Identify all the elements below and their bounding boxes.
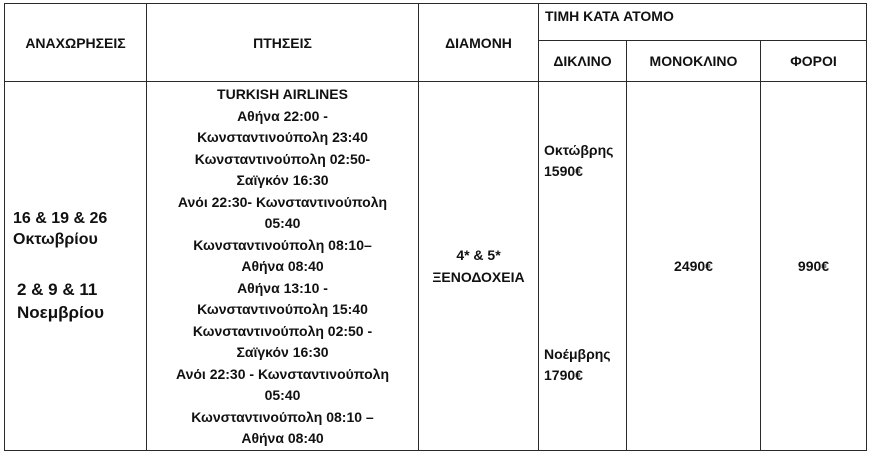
november-label: Νοέμβρης xyxy=(544,346,611,362)
flight-line: 05:40 xyxy=(264,215,301,231)
flight-line: Κωνσταντινούπολη 23:40 xyxy=(197,129,368,145)
tour-price-table xyxy=(4,3,867,451)
departures-cell xyxy=(5,82,147,451)
hotel-stars: 4* & 5* xyxy=(456,246,501,263)
header-flights: ΠΤΗΣΕΙΣ xyxy=(147,4,419,82)
october-label: Οκτώβρης xyxy=(544,142,614,158)
october-dates: 16 & 19 & 26 xyxy=(13,209,108,227)
flight-line: Κωνσταντινούπολη 02:50 - xyxy=(192,322,373,339)
flight-line: TURKISH AIRLINES xyxy=(217,86,348,102)
flights-cell xyxy=(147,82,419,451)
header-accommodation: ΔΙΑΜΟΝΗ xyxy=(419,4,539,82)
flight-line: Κωνσταντινούπολη 08:10 – xyxy=(191,408,374,425)
october-month: Οκτωβρίου xyxy=(13,230,98,248)
flight-line: Ανόι 22:30 - Κωνσταντινούπολη xyxy=(175,365,390,382)
flight-line: Ανόι 22:30- Κωνσταντινούπολη xyxy=(177,193,388,210)
header-taxes: ΦΟΡΟΙ xyxy=(761,41,867,82)
single-price-cell: 2490€ xyxy=(627,82,761,451)
november-price: 1790€ xyxy=(544,367,583,383)
november-group xyxy=(13,278,146,324)
flight-line: Αθήνα 22:00 - xyxy=(237,107,328,124)
flight-lines xyxy=(147,82,418,450)
header-double: ΔΙΚΛΙΝΟ xyxy=(539,41,627,82)
flight-line: Αθήνα 08:40 xyxy=(241,430,324,446)
flight-line: Αθήνα 08:40 xyxy=(241,258,324,274)
flight-line: Κωνσταντινούπολη 08:10– xyxy=(193,236,372,253)
flight-line: Σαϊγκόν 16:30 xyxy=(236,172,329,188)
flight-line: Κωνσταντινούπολη 15:40 xyxy=(197,301,368,317)
november-dates: 2 & 9 & 11 xyxy=(17,279,98,299)
november-month: Νοεμβρίου xyxy=(17,302,105,322)
flight-line: 05:40 xyxy=(264,387,301,403)
flight-line: Κωνσταντινούπολη 02:50- xyxy=(194,150,371,167)
flight-line: Αθήνα 13:10 - xyxy=(237,279,328,296)
header-price-per-person: ΤΙΜΗ ΚΑΤΑ ΑΤΟΜΟ xyxy=(539,4,867,41)
double-price-cell xyxy=(539,82,627,451)
hotel-label: ΞΕΝΟΔΟΧΕΙΑ xyxy=(432,268,525,285)
flight-line: Σαϊγκόν 16:30 xyxy=(236,344,329,360)
accommodation-cell xyxy=(419,82,539,451)
october-price: 1590€ xyxy=(544,163,583,179)
taxes-price-cell: 990€ xyxy=(761,82,867,451)
header-departures: ΑΝΑΧΩΡΗΣΕΙΣ xyxy=(5,4,147,82)
header-single: ΜΟΝΟΚΛΙΝΟ xyxy=(627,41,761,82)
